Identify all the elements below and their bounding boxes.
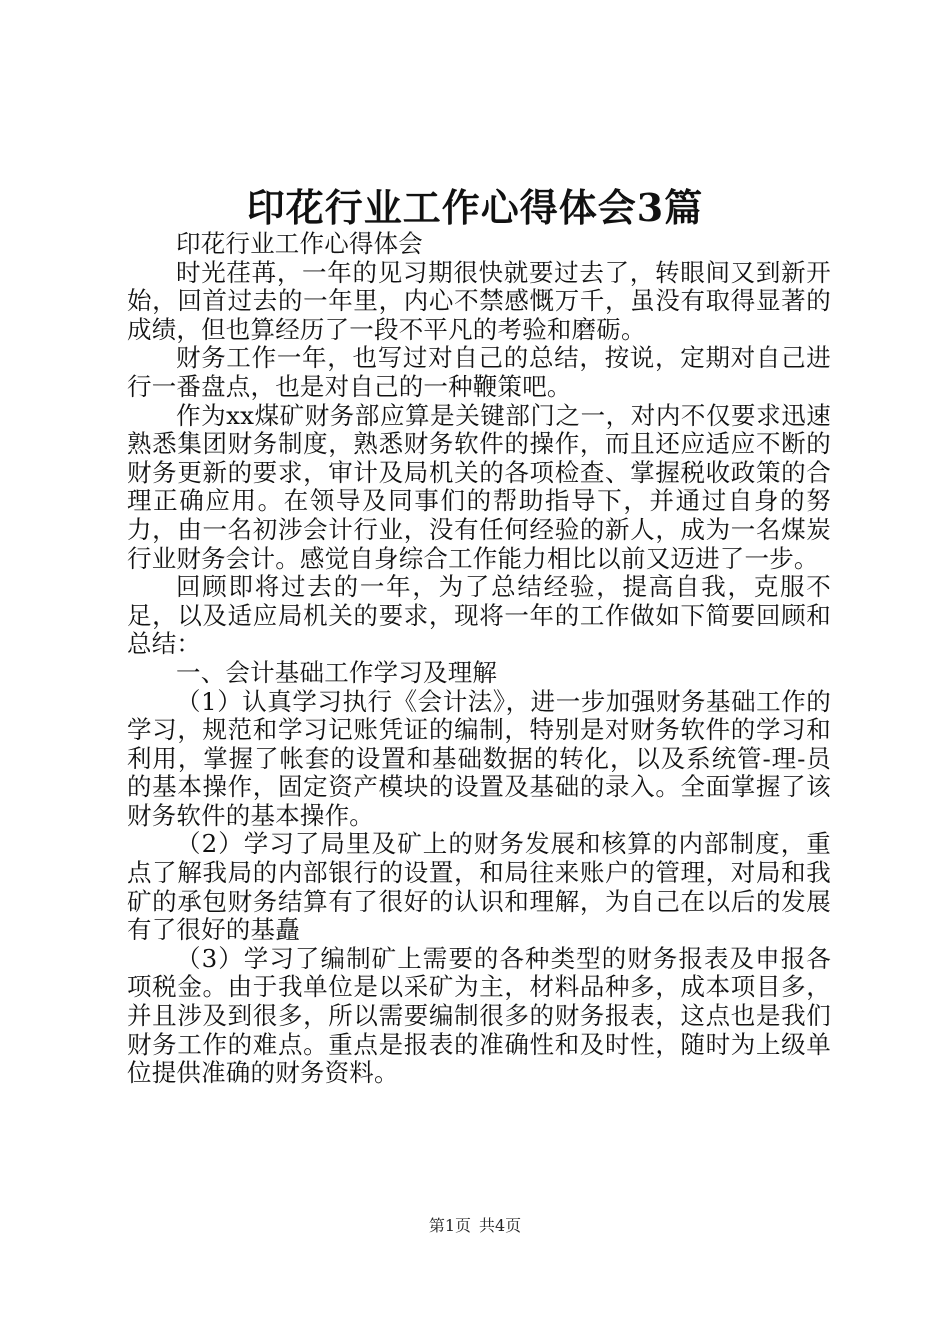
page-footer [0, 1214, 950, 1238]
paragraph: 回顾即将过去的一年，为了总结经验，提高自我，克服不足，以及适应局机关的要求，现将一年的工作做如下简要回顾和总结： [127, 572, 831, 659]
paragraph: （1）认真学习执行《会计法》，进一步加强财务基础工作的学习，规范和学习记账凭证的编制，特别是对财务软件的学习和利用，掌握了帐套的设置和基础数据的转化，以及系统管-理-员的基本操作，固定资产模块的设置及基础的录入。全面掌握了该财务软件的基本操作。 [127, 686, 831, 830]
paragraph: 财务工作一年，也写过对自己的总结，按说，定期对自己进行一番盘点，也是对自己的一种鞭策吧。 [127, 343, 831, 401]
page-total: 共4页 [479, 1216, 522, 1235]
page-number: 第1页 [428, 1216, 471, 1235]
section-heading: 一、会计基础工作学习及理解 [176, 657, 498, 687]
paragraph: 作为xx煤矿财务部应算是关键部门之一，对内不仅要求迅速熟悉集团财务制度，熟悉财务软件的操作，而且还应适应不断的财务更新的要求，审计及局机关的各项检查、掌握税收政策的合理正确应用。在领导及同事们的帮助指导下，并通过自身的努力，由一名初涉会计行业，没有任何经验的新人，成为一名煤炭行业财务会计。感觉自身综合工作能力相比以前又迈进了一步。 [127, 400, 831, 573]
paragraph: 时光荏苒，一年的见习期很快就要过去了，转眼间又到新开始，回首过去的一年里，内心不禁感慨万千，虽没有取得显著的成绩，但也算经历了一段不平凡的考验和磨砺。 [127, 257, 831, 344]
paragraph: （2）学习了局里及矿上的财务发展和核算的内部制度，重点了解我局的内部银行的设置，和局往来账户的管理，对局和我矿的承包财务结算有了很好的认识和理解，为自己在以后的发展有了很好的基矗 [127, 829, 831, 945]
document-title: 印花行业工作心得体会3篇 [246, 185, 704, 230]
document-body [127, 230, 831, 1088]
paragraph-subtitle: 印花行业工作心得体会 [176, 229, 423, 258]
paragraph: （3）学习了编制矿上需要的各种类型的财务报表及申报各项税金。由于我单位是以采矿为主，材料品种多，成本项目多，并且涉及到很多，所以需要编制很多的财务报表，这点也是我们财务工作的难点。重点是报表的准确性和及时性，随时为上级单位提供准确的财务资料。 [127, 943, 831, 1088]
